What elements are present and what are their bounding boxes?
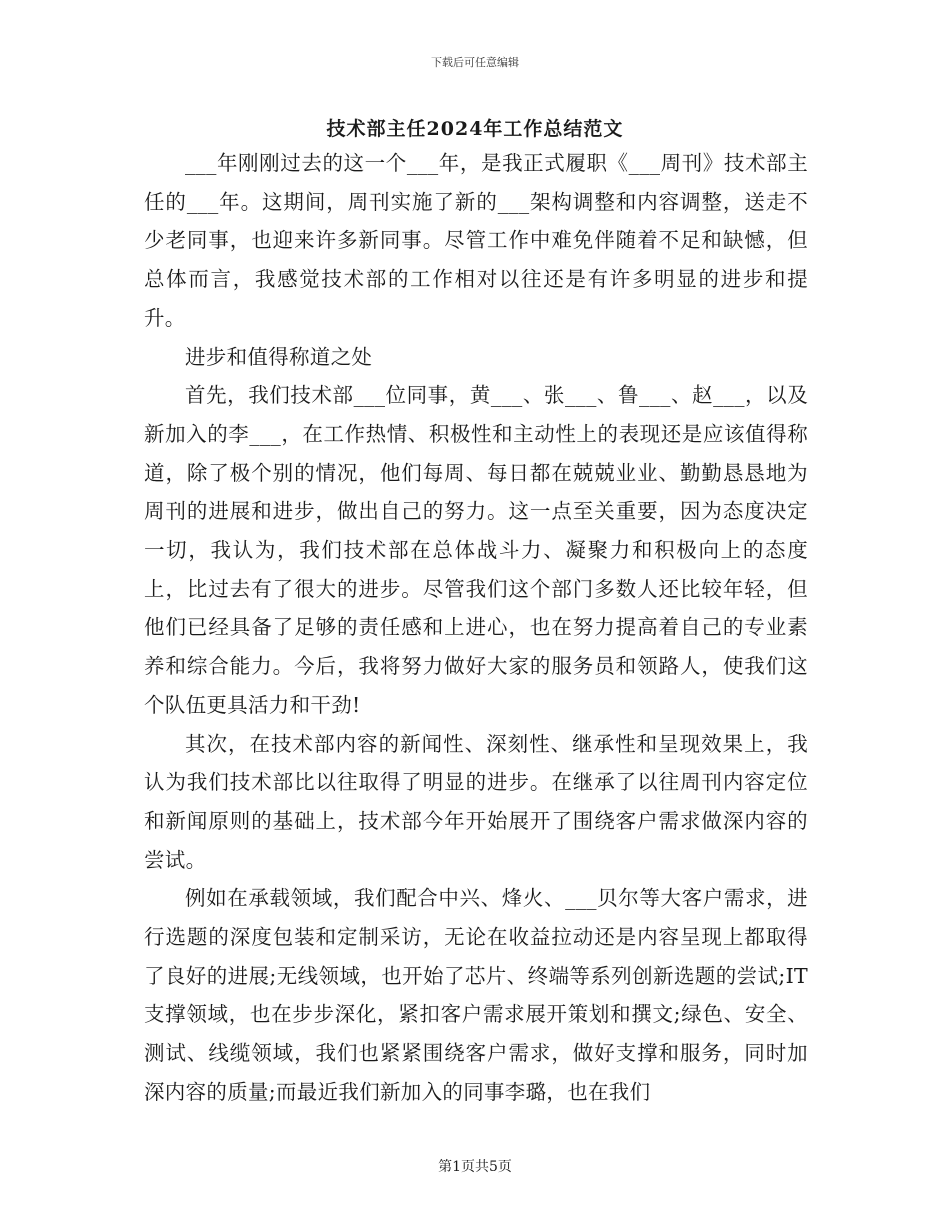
- paragraph-intro: ___年刚刚过去的这一个___年，是我正式履职《___周刊》技术部主任的___年。这期间，周刊实施了新的___架构调整和内容调整，送走不少老同事，也迎来许多新同事。尽管工作中难免伴随着不足和缺憾，但总体而言，我感觉技术部的工作相对以往还是有许多明显的进步和提升。: [144, 151, 808, 330]
- paragraph-second-point: 其次，在技术部内容的新闻性、深刻性、继承性和呈现效果上，我认为我们技术部比以往取得了明显的进步。在继承了以往周刊内容定位和新闻原则的基础上，技术部今年开始展开了围绕客户需求做深内容的尝试。: [144, 731, 808, 872]
- paragraph-examples: 例如在承载领域，我们配合中兴、烽火、___贝尔等大客户需求，进行选题的深度包装和定制采访，无论在收益拉动还是内容呈现上都取得了良好的进展;无线领域，也开始了芯片、终端等系列创新选题的尝试;IT支撑领域，也在步步深化，紧扣客户需求展开策划和撰文;绿色、安全、测试、线缆领域，我们也紧紧围绕客户需求，做好支撑和服务，同时加深内容的质量;而最近我们新加入的同事李璐，也在我们: [144, 886, 808, 1104]
- header-note: 下载后可任意编辑: [431, 56, 519, 69]
- document-title: 技术部主任2024年工作总结范文: [326, 118, 624, 140]
- section-heading-progress: 进步和值得称道之处: [185, 344, 373, 369]
- paragraph-first-point: 首先，我们技术部___位同事，黄___、张___、鲁___、赵___，以及新加入的李___，在工作热情、积极性和主动性上的表现还是应该值得称道，除了极个别的情况，他们每周、每日都在兢兢业业、勤勤恳恳地为周刊的进展和进步，做出自己的努力。这一点至关重要，因为态度决定一切，我认为，我们技术部在总体战斗力、凝聚力和积极向上的态度上，比过去有了很大的进步。尽管我们这个部门多数人还比较年轻，但他们已经具备了足够的责任感和上进心，也在努力提高着自己的专业素养和综合能力。今后，我将努力做好大家的服务员和领路人，使我们这个队伍更具活力和干劲!: [144, 383, 808, 717]
- document-body: [144, 144, 808, 1112]
- page-number-footer: 第1页共5页: [438, 1159, 512, 1175]
